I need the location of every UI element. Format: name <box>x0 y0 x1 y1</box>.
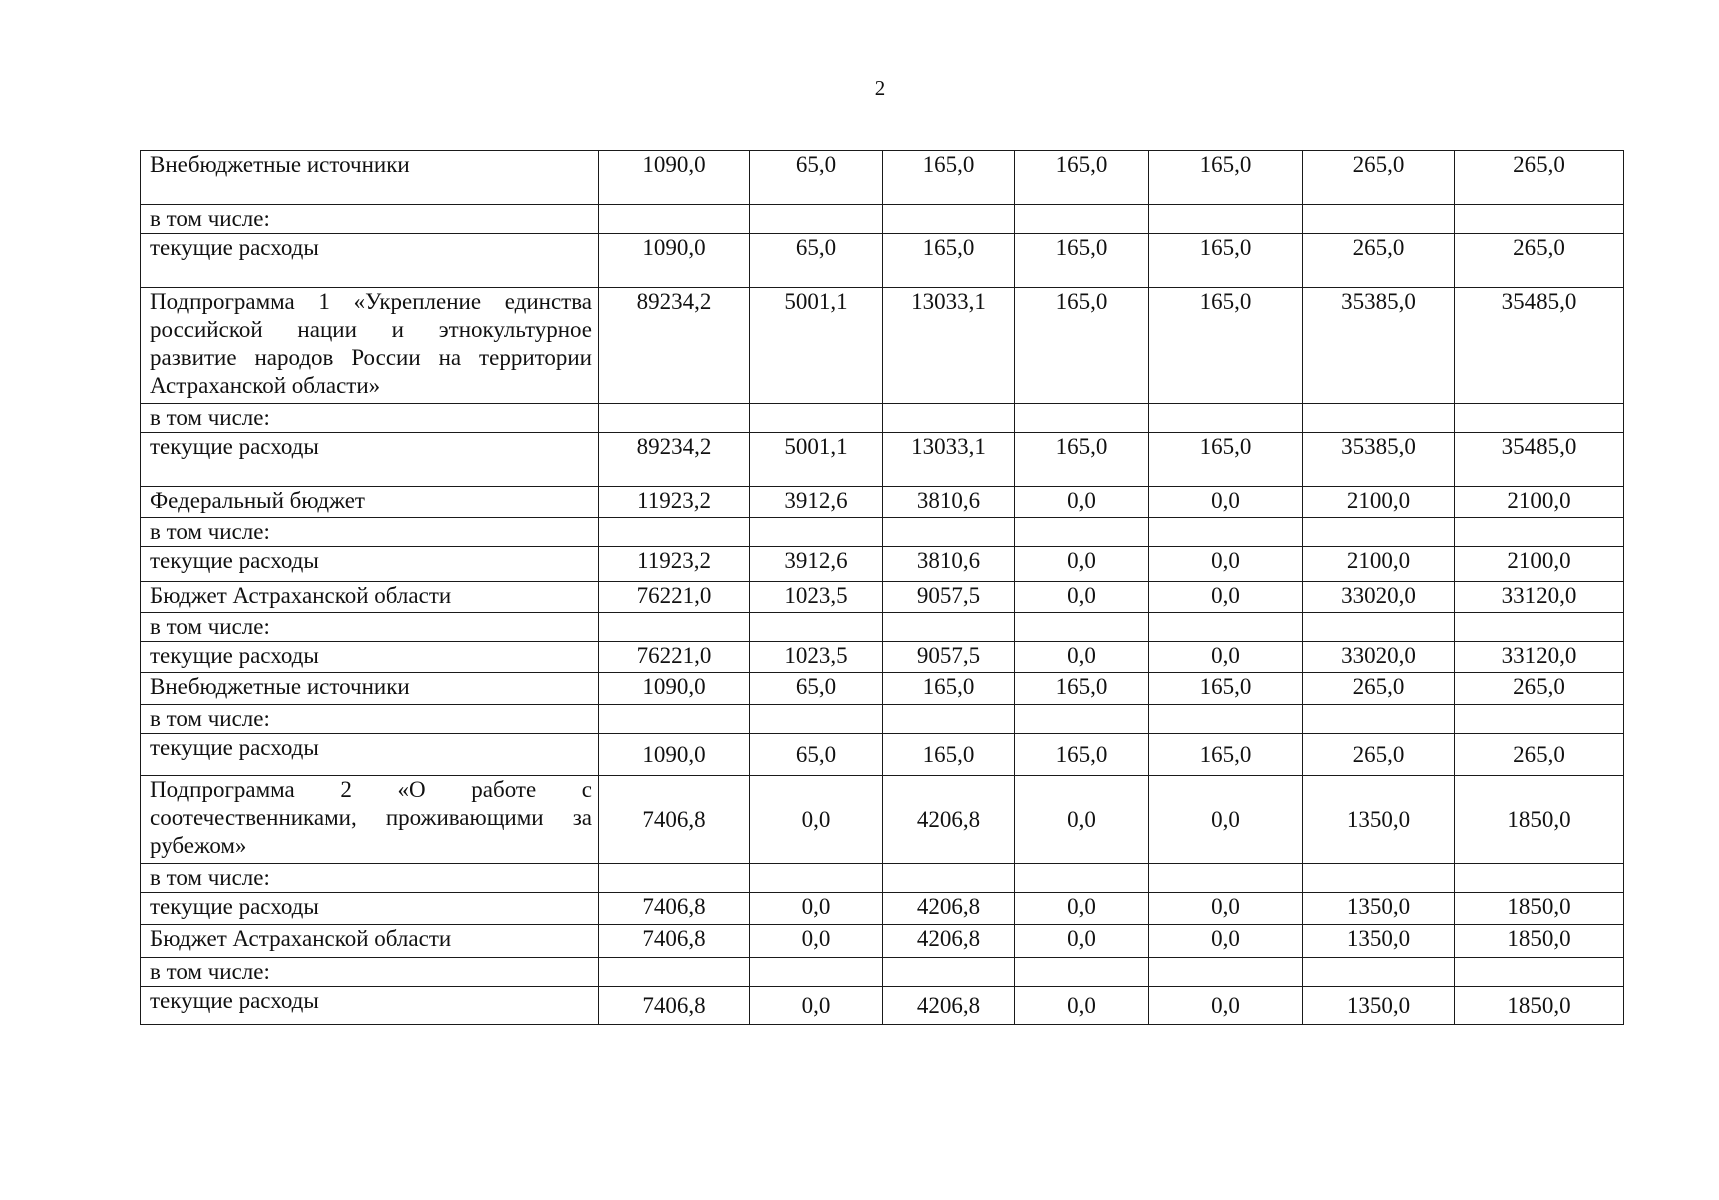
value-cell: 0,0 <box>1149 893 1303 925</box>
row-label: текущие расходы <box>141 642 599 673</box>
value-cell <box>1303 404 1455 433</box>
value-cell <box>1303 864 1455 893</box>
value-cell <box>1303 613 1455 642</box>
row-label: текущие расходы <box>141 234 599 288</box>
value-cell <box>1455 404 1624 433</box>
value-cell: 35385,0 <box>1303 433 1455 487</box>
value-cell <box>599 864 750 893</box>
value-cell: 76221,0 <box>599 582 750 613</box>
row-label: в том числе: <box>141 205 599 234</box>
value-cell: 0,0 <box>1015 547 1149 582</box>
table-row <box>141 205 1624 234</box>
value-cell: 1090,0 <box>599 234 750 288</box>
value-cell: 265,0 <box>1455 151 1624 205</box>
value-cell <box>883 404 1015 433</box>
value-cell: 165,0 <box>1149 673 1303 705</box>
value-cell: 0,0 <box>1015 487 1149 518</box>
value-cell: 265,0 <box>1455 673 1624 705</box>
value-cell: 11923,2 <box>599 547 750 582</box>
value-cell: 1350,0 <box>1303 776 1455 864</box>
table-row <box>141 518 1624 547</box>
value-cell: 0,0 <box>1149 776 1303 864</box>
value-cell: 9057,5 <box>883 642 1015 673</box>
value-cell: 76221,0 <box>599 642 750 673</box>
value-cell: 2100,0 <box>1455 487 1624 518</box>
value-cell <box>599 404 750 433</box>
value-cell <box>1455 705 1624 734</box>
value-cell: 3912,6 <box>750 547 883 582</box>
value-cell <box>750 518 883 547</box>
value-cell: 33120,0 <box>1455 582 1624 613</box>
table-row <box>141 582 1624 613</box>
table-row <box>141 925 1624 958</box>
value-cell: 35385,0 <box>1303 288 1455 404</box>
value-cell: 3810,6 <box>883 487 1015 518</box>
value-cell: 1090,0 <box>599 734 750 776</box>
value-cell: 65,0 <box>750 234 883 288</box>
row-label: Подпрограмма 1 «Укрепление единства российской нации и этнокультурное развитие народов России на территории Астраханской области» <box>141 288 599 404</box>
value-cell: 0,0 <box>1015 987 1149 1025</box>
value-cell: 0,0 <box>1149 582 1303 613</box>
table-row <box>141 151 1624 205</box>
row-label: текущие расходы <box>141 433 599 487</box>
value-cell: 3810,6 <box>883 547 1015 582</box>
row-label: Бюджет Астраханской области <box>141 582 599 613</box>
row-label: в том числе: <box>141 705 599 734</box>
value-cell: 1023,5 <box>750 642 883 673</box>
value-cell: 165,0 <box>1015 151 1149 205</box>
value-cell <box>599 705 750 734</box>
value-cell <box>1015 958 1149 987</box>
value-cell <box>1149 705 1303 734</box>
value-cell: 2100,0 <box>1455 547 1624 582</box>
value-cell: 0,0 <box>1149 547 1303 582</box>
value-cell: 265,0 <box>1455 234 1624 288</box>
value-cell: 9057,5 <box>883 582 1015 613</box>
value-cell: 2100,0 <box>1303 487 1455 518</box>
value-cell <box>750 705 883 734</box>
table-row <box>141 642 1624 673</box>
value-cell: 35485,0 <box>1455 288 1624 404</box>
table-row <box>141 234 1624 288</box>
value-cell <box>599 205 750 234</box>
value-cell: 165,0 <box>883 673 1015 705</box>
table-row <box>141 673 1624 705</box>
value-cell: 7406,8 <box>599 987 750 1025</box>
value-cell: 89234,2 <box>599 433 750 487</box>
value-cell <box>750 958 883 987</box>
value-cell: 5001,1 <box>750 433 883 487</box>
page-number: 2 <box>874 76 886 100</box>
value-cell: 1090,0 <box>599 151 750 205</box>
value-cell: 89234,2 <box>599 288 750 404</box>
table-row <box>141 864 1624 893</box>
table-row <box>141 893 1624 925</box>
value-cell <box>1015 518 1149 547</box>
value-cell: 1023,5 <box>750 582 883 613</box>
value-cell: 4206,8 <box>883 925 1015 958</box>
row-label: Федеральный бюджет <box>141 487 599 518</box>
table-row <box>141 734 1624 776</box>
value-cell: 165,0 <box>1149 151 1303 205</box>
value-cell <box>883 613 1015 642</box>
value-cell <box>1149 864 1303 893</box>
value-cell: 165,0 <box>883 234 1015 288</box>
value-cell: 1850,0 <box>1455 925 1624 958</box>
value-cell: 165,0 <box>1149 734 1303 776</box>
value-cell: 33020,0 <box>1303 582 1455 613</box>
value-cell: 3912,6 <box>750 487 883 518</box>
value-cell: 0,0 <box>1015 642 1149 673</box>
value-cell: 65,0 <box>750 151 883 205</box>
table-row <box>141 705 1624 734</box>
value-cell: 165,0 <box>1149 433 1303 487</box>
value-cell: 0,0 <box>750 893 883 925</box>
value-cell: 165,0 <box>883 151 1015 205</box>
value-cell: 265,0 <box>1455 734 1624 776</box>
value-cell: 165,0 <box>1015 673 1149 705</box>
value-cell: 0,0 <box>1149 987 1303 1025</box>
row-label: текущие расходы <box>141 987 599 1025</box>
value-cell <box>883 864 1015 893</box>
value-cell: 265,0 <box>1303 673 1455 705</box>
value-cell: 33120,0 <box>1455 642 1624 673</box>
value-cell: 0,0 <box>1149 642 1303 673</box>
value-cell: 265,0 <box>1303 151 1455 205</box>
value-cell <box>883 958 1015 987</box>
value-cell: 4206,8 <box>883 893 1015 925</box>
value-cell: 7406,8 <box>599 925 750 958</box>
row-label: Внебюджетные источники <box>141 151 599 205</box>
row-label: в том числе: <box>141 958 599 987</box>
value-cell: 0,0 <box>750 925 883 958</box>
value-cell <box>883 205 1015 234</box>
value-cell <box>1303 705 1455 734</box>
value-cell: 165,0 <box>1015 288 1149 404</box>
value-cell: 0,0 <box>1015 893 1149 925</box>
value-cell <box>1303 518 1455 547</box>
value-cell: 0,0 <box>1149 925 1303 958</box>
value-cell <box>1303 205 1455 234</box>
value-cell: 7406,8 <box>599 776 750 864</box>
row-label: в том числе: <box>141 864 599 893</box>
value-cell: 165,0 <box>1149 288 1303 404</box>
table-row <box>141 288 1624 404</box>
value-cell: 165,0 <box>883 734 1015 776</box>
value-cell <box>1015 705 1149 734</box>
table-row <box>141 404 1624 433</box>
value-cell <box>1015 864 1149 893</box>
table-row <box>141 487 1624 518</box>
value-cell <box>599 518 750 547</box>
value-cell <box>750 404 883 433</box>
value-cell: 1350,0 <box>1303 893 1455 925</box>
value-cell: 65,0 <box>750 673 883 705</box>
value-cell <box>1149 958 1303 987</box>
value-cell: 1090,0 <box>599 673 750 705</box>
value-cell <box>750 613 883 642</box>
row-label: текущие расходы <box>141 547 599 582</box>
row-label: в том числе: <box>141 404 599 433</box>
value-cell: 13033,1 <box>883 288 1015 404</box>
value-cell: 2100,0 <box>1303 547 1455 582</box>
value-cell: 265,0 <box>1303 734 1455 776</box>
value-cell: 0,0 <box>750 776 883 864</box>
row-label: в том числе: <box>141 518 599 547</box>
value-cell <box>883 518 1015 547</box>
value-cell: 0,0 <box>1015 776 1149 864</box>
value-cell: 1850,0 <box>1455 776 1624 864</box>
value-cell <box>750 205 883 234</box>
value-cell <box>599 613 750 642</box>
value-cell: 65,0 <box>750 734 883 776</box>
table-row <box>141 987 1624 1025</box>
value-cell: 35485,0 <box>1455 433 1624 487</box>
value-cell <box>1149 404 1303 433</box>
value-cell <box>1149 518 1303 547</box>
value-cell: 0,0 <box>1015 925 1149 958</box>
row-label: Бюджет Астраханской области <box>141 925 599 958</box>
value-cell <box>1015 404 1149 433</box>
value-cell <box>1015 205 1149 234</box>
table-body <box>141 151 1624 1025</box>
value-cell: 7406,8 <box>599 893 750 925</box>
value-cell <box>1455 613 1624 642</box>
value-cell: 1350,0 <box>1303 987 1455 1025</box>
value-cell <box>599 958 750 987</box>
value-cell: 33020,0 <box>1303 642 1455 673</box>
value-cell <box>1455 205 1624 234</box>
row-label: текущие расходы <box>141 734 599 776</box>
value-cell: 1850,0 <box>1455 987 1624 1025</box>
value-cell: 11923,2 <box>599 487 750 518</box>
table-row <box>141 776 1624 864</box>
value-cell: 0,0 <box>1015 582 1149 613</box>
table-row <box>141 613 1624 642</box>
value-cell: 165,0 <box>1015 734 1149 776</box>
value-cell <box>1149 613 1303 642</box>
value-cell: 165,0 <box>1015 433 1149 487</box>
row-label: Подпрограмма 2 «О работе с соотечественниками, проживающими за рубежом» <box>141 776 599 864</box>
value-cell: 1850,0 <box>1455 893 1624 925</box>
value-cell: 0,0 <box>750 987 883 1025</box>
value-cell <box>1455 958 1624 987</box>
value-cell <box>1303 958 1455 987</box>
value-cell: 13033,1 <box>883 433 1015 487</box>
value-cell <box>1149 205 1303 234</box>
row-label: в том числе: <box>141 613 599 642</box>
value-cell: 265,0 <box>1303 234 1455 288</box>
value-cell: 165,0 <box>1149 234 1303 288</box>
value-cell <box>750 864 883 893</box>
value-cell: 1350,0 <box>1303 925 1455 958</box>
value-cell <box>1015 613 1149 642</box>
value-cell: 5001,1 <box>750 288 883 404</box>
row-label: Внебюджетные источники <box>141 673 599 705</box>
table-row <box>141 958 1624 987</box>
table-row <box>141 433 1624 487</box>
row-label: текущие расходы <box>141 893 599 925</box>
value-cell: 165,0 <box>1015 234 1149 288</box>
table-row <box>141 547 1624 582</box>
value-cell: 0,0 <box>1149 487 1303 518</box>
value-cell <box>883 705 1015 734</box>
budget-table <box>140 150 1624 1025</box>
value-cell <box>1455 518 1624 547</box>
value-cell: 4206,8 <box>883 776 1015 864</box>
value-cell: 4206,8 <box>883 987 1015 1025</box>
value-cell <box>1455 864 1624 893</box>
